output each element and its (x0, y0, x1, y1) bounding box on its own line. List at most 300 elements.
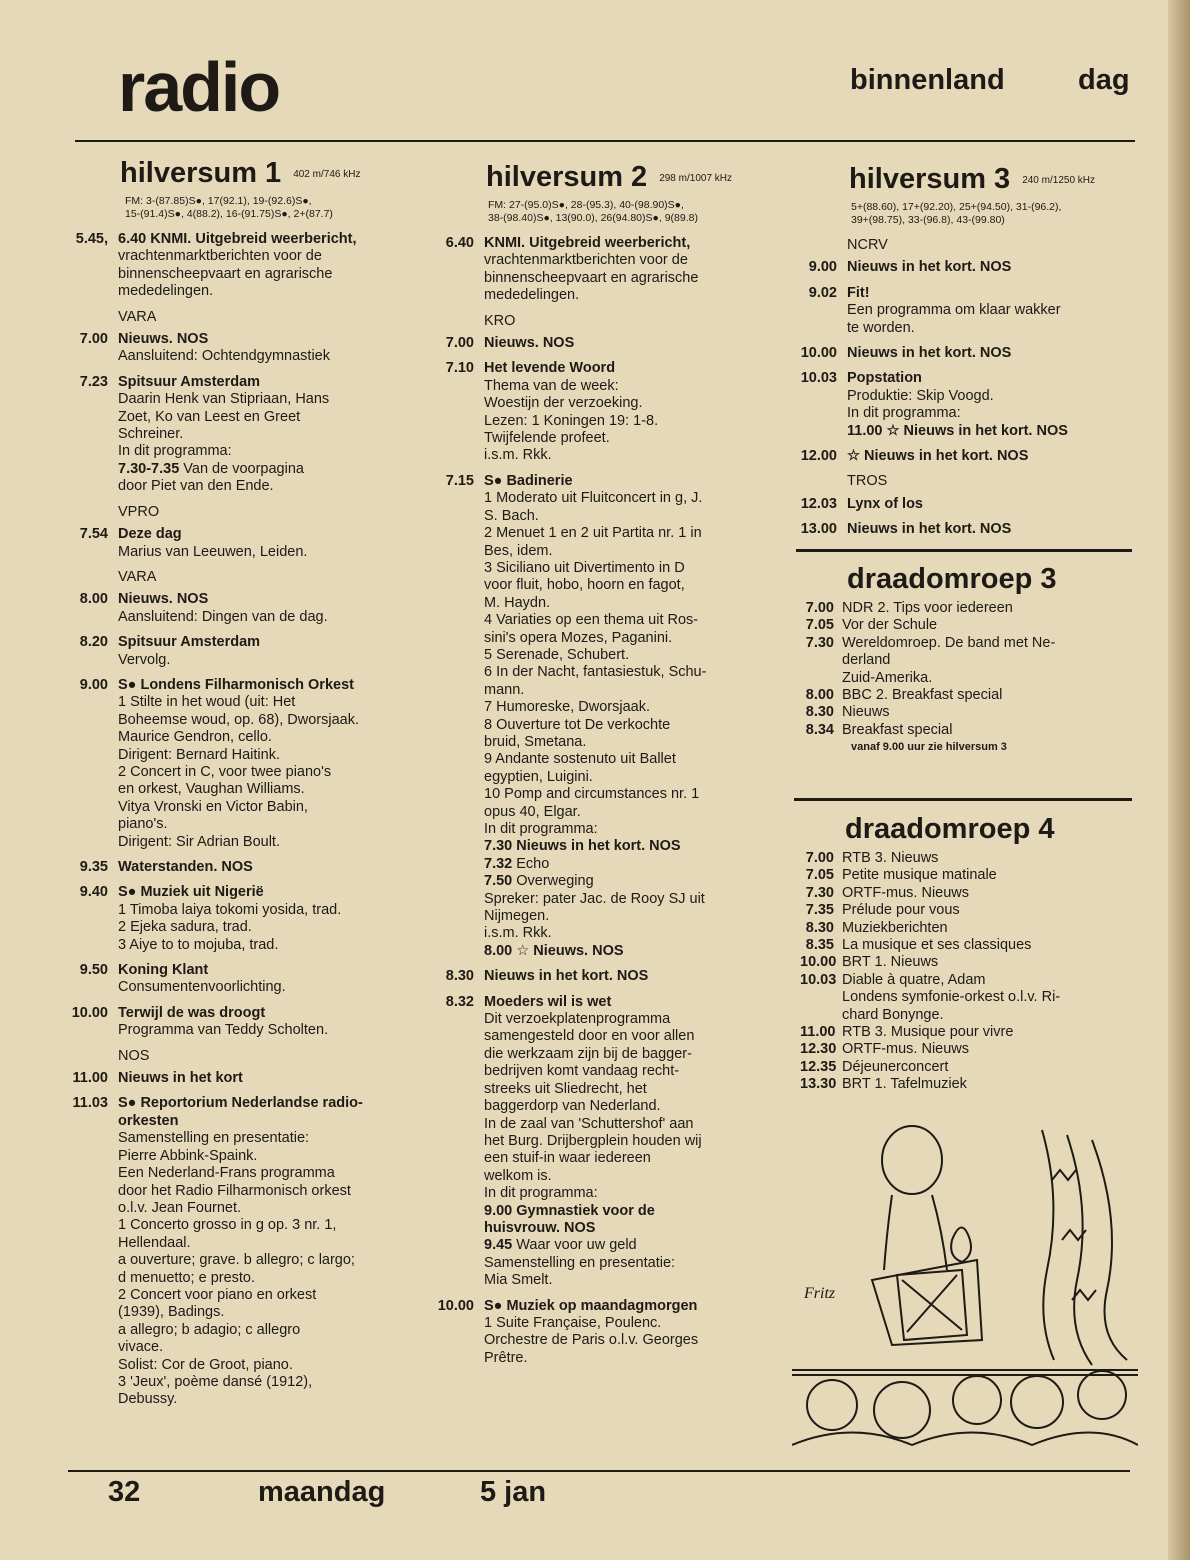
draadomroep-item (800, 617, 1135, 634)
section-label: binnenland (850, 64, 1005, 96)
draadomroep-time: 8.35 (805, 937, 834, 954)
sub-item-text: Echo (512, 855, 550, 872)
draadomroep-time: 8.00 (805, 687, 834, 704)
program-sub-item (484, 838, 776, 855)
program-time: 8.20 (79, 634, 108, 651)
program-detail: te worden. (847, 319, 915, 336)
footer-day: maandag (258, 1476, 386, 1508)
artist-signature: Fritz (804, 1285, 836, 1302)
program-detail: 1 Moderato uit Fluitconcert in g, J. (484, 490, 703, 507)
program-entry (795, 448, 1140, 465)
draadomroep-text: Diable à quatre, Adam (842, 971, 986, 988)
program-entry (436, 473, 776, 960)
program-entry (436, 994, 776, 1290)
draadomroep-text: Wereldomroep. De band met Ne- (842, 634, 1056, 651)
sub-item-text: Nijmegen. (484, 908, 550, 925)
draadomroep-time: 12.35 (800, 1058, 837, 1075)
audience-head (807, 1380, 857, 1430)
audience-head (1078, 1371, 1126, 1419)
program-entry (70, 634, 415, 669)
program-title: Nieuws. NOS (484, 335, 575, 352)
program-entry (70, 331, 415, 366)
program-detail: Prêtre. (484, 1349, 528, 1366)
program-detail: 1 Stilte in het woud (uit: Het (118, 694, 296, 711)
program-title: Koning Klant (118, 962, 209, 979)
program-time: 13.00 (800, 521, 837, 538)
program-entry (70, 1005, 415, 1040)
program-title: ☆ Nieuws in het kort. NOS (847, 448, 1029, 465)
program-time: 10.03 (800, 370, 837, 387)
hilversum2-frequency: 298 m/1007 kHz (659, 173, 733, 184)
program-time: 9.00 (808, 259, 837, 276)
sub-item-text: Mia Smelt. (484, 1272, 553, 1289)
draadomroep4-title: draadomroep 4 (845, 813, 1055, 845)
draadomroep-text: RTB 3. Musique pour vivre (842, 1024, 1014, 1041)
program-sub-item (484, 925, 776, 942)
program-entry (795, 345, 1140, 362)
draadomroep-item (800, 670, 1135, 687)
program-detail: 10 Pomp and circumstances nr. 1 (484, 786, 700, 803)
program-title: Nieuws in het kort. NOS (847, 345, 1012, 362)
bottle (951, 1228, 971, 1263)
program-time: 9.40 (79, 884, 108, 901)
program-entry (795, 521, 1140, 538)
draadomroep-text: Déjeunerconcert (842, 1058, 949, 1075)
inline-time: 7.30-7.35 (118, 460, 180, 477)
program-detail: streeks uit Sliedrecht, het (484, 1080, 647, 1097)
program-entry (795, 285, 1140, 337)
program-title: S● Muziek uit Nigerië (118, 884, 264, 901)
program-detail: 9 Andante sostenuto uit Ballet (484, 751, 676, 768)
program-sub-item (484, 1220, 776, 1237)
program-detail: Twijfelende profeet. (484, 430, 610, 447)
draadomroep-time: 7.35 (805, 902, 834, 919)
program-entry (70, 231, 415, 301)
draadomroep-time: 12.30 (800, 1041, 837, 1058)
program-detail: Aansluitend: Ochtendgymnastiek (118, 348, 330, 365)
program-detail: 5 Serenade, Schubert. (484, 646, 630, 663)
draadomroep-item (800, 972, 1135, 989)
draadomroep-item (800, 867, 1135, 884)
program-sub-item (484, 873, 776, 890)
program-entry (795, 370, 1140, 440)
program-body (108, 884, 415, 954)
program-time: 7.00 (79, 331, 108, 348)
program-detail: 6 In der Nacht, fantasiestuk, Schu- (484, 664, 707, 681)
program-detail: Pierre Abbink-Spaink. (118, 1147, 258, 1164)
draadomroep-time: 7.00 (805, 600, 834, 616)
sub-item-text: i.s.m. Rkk. (484, 925, 552, 942)
program-body (837, 496, 1140, 513)
curtain-pattern (1052, 1170, 1096, 1300)
program-time: 7.10 (445, 360, 474, 377)
hilversum1-column (70, 156, 415, 1417)
program-body (108, 331, 415, 366)
draadomroep3-section (800, 562, 1135, 757)
program-detail: Zoet, Ko van Leest en Greet (118, 408, 301, 425)
program-detail: bruid, Smetana. (484, 733, 587, 750)
audience-head (874, 1382, 930, 1438)
footer-date: 5 jan (480, 1476, 547, 1508)
program-time: 11.00 (72, 1070, 108, 1087)
program-time: 12.03 (800, 495, 837, 512)
draadomroep-time: 11.00 (800, 1024, 836, 1041)
program-body (474, 235, 776, 305)
program-sub-item (847, 423, 1140, 440)
program-entry (795, 259, 1140, 276)
program-detail: Dirigent: Bernard Haitink. (118, 746, 280, 763)
draadomroep4-rule (794, 798, 1132, 801)
draadomroep-time (800, 989, 834, 1006)
draadomroep-item (800, 722, 1135, 739)
program-time: 7.15 (445, 472, 474, 489)
draadomroep-item (800, 600, 1135, 617)
program-body (108, 1070, 415, 1087)
program-detail: S. Bach. (484, 507, 539, 524)
sub-item-bold: 8.00 (484, 942, 513, 959)
program-body (108, 1005, 415, 1040)
program-body (108, 859, 415, 876)
program-title: KNMI. Uitgebreid weerbericht, (484, 235, 691, 251)
program-detail: Aansluitend: Dingen van de dag. (118, 608, 328, 625)
program-detail: Debussy. (118, 1391, 178, 1408)
program-entry (70, 677, 415, 851)
program-detail-inline (118, 461, 415, 478)
program-time: 11.03 (72, 1095, 108, 1112)
hilversum3-fm-list: 5+(88.60), 17+(92.20), 25+(94.50), 31-(96.2), 39+(98.75), 33-(96.8), 43-(99.80) (851, 201, 1062, 226)
program-body (837, 448, 1140, 465)
draadomroep4-list (800, 850, 1135, 1094)
draadomroep-item (800, 1041, 1135, 1058)
program-detail: sini's opera Mozes, Paganini. (484, 629, 673, 646)
program-body (474, 994, 776, 1290)
draadomroep-text: Breakfast special (842, 721, 953, 738)
program-title: Waterstanden. NOS (118, 859, 253, 875)
program-body (108, 962, 415, 997)
draadomroep-item (800, 850, 1135, 867)
program-sub-item (484, 856, 776, 873)
program-entry (436, 968, 776, 985)
program-body (474, 473, 776, 960)
program-detail: Schreiner. (118, 426, 184, 443)
hilversum1-frequency: 402 m/746 kHz (293, 169, 361, 180)
broadcaster-label: TROS (847, 473, 888, 490)
curtain-line (1067, 1135, 1092, 1365)
program-detail: In dit programma: (484, 821, 598, 837)
program-detail: baggerdorp van Nederland. (484, 1098, 661, 1115)
program-entry (70, 591, 415, 626)
draadomroep-text: Zuid-Amerika. (842, 669, 933, 686)
program-detail: piano's. (118, 816, 168, 833)
program-body (108, 1095, 415, 1408)
draadomroep-text: NDR 2. Tips voor iedereen (842, 600, 1013, 616)
program-detail: 2 Menuet 1 en 2 uit Partita nr. 1 in (484, 525, 702, 542)
program-detail: In dit programma: (118, 443, 232, 460)
program-detail: Woestijn der verzoeking. (484, 395, 643, 412)
program-detail: Vitya Vronski en Victor Babin, (118, 798, 308, 815)
program-title: Het levende Woord (484, 360, 616, 377)
program-title: Nieuws in het kort. NOS (847, 521, 1012, 538)
hilversum3-title: hilversum 3 $^{240 m/1250 kHz}$ (849, 163, 1096, 195)
program-entry (795, 496, 1140, 513)
program-time: 12.00 (800, 448, 837, 465)
program-title: Moeders wil is wet (484, 993, 612, 1010)
draadomroep-item (800, 1059, 1135, 1076)
hilversum1-title: hilversum 1 $^{402 m/746 kHz}$ (120, 157, 361, 189)
program-detail: d menuetto; e presto. (118, 1269, 256, 1286)
program-detail: 2 Concert voor piano en orkest (118, 1286, 317, 1303)
program-title: Nieuws in het kort. NOS (847, 259, 1012, 276)
program-time: 8.32 (445, 993, 474, 1010)
program-detail: Bes, idem. (484, 542, 553, 559)
cartoon-illustration (792, 1120, 1138, 1460)
program-detail: opus 40, Elgar. (484, 803, 581, 820)
sub-item-text: ☆ (512, 942, 534, 959)
draadomroep-item (800, 704, 1135, 721)
draadomroep-item (800, 954, 1135, 971)
draadomroep-text: ORTF-mus. Nieuws (842, 884, 970, 901)
program-detail: Dit verzoekplatenprogramma (484, 1011, 671, 1028)
program-detail: Marius van Leeuwen, Leiden. (118, 543, 308, 560)
program-entry (70, 374, 415, 496)
sub-item-text: Overweging (512, 873, 594, 890)
program-detail: een stuif-in waar iedereen (484, 1150, 651, 1167)
program-time: 9.50 (79, 962, 108, 979)
program-detail: Vervolg. (118, 651, 171, 668)
curtain-line (1042, 1130, 1054, 1360)
program-detail: Samenstelling en presentatie: (118, 1130, 310, 1147)
hilversum3-schedule (795, 237, 1140, 539)
program-sub-item (484, 943, 776, 960)
speaker-head (882, 1126, 942, 1194)
draadomroep-time: 13.30 (800, 1076, 837, 1093)
sub-item-bold: 11.00 ☆ Nieuws in het kort. NOS (847, 422, 1068, 439)
program-sub-item (484, 1272, 776, 1289)
draadomroep-time: 10.00 (800, 954, 837, 971)
footer-rule (68, 1470, 1130, 1472)
draadomroep-text: La musique et ses classiques (842, 937, 1032, 954)
program-detail: vivace. (118, 1339, 164, 1356)
program-title: S● Londens Filharmonisch Orkest (118, 676, 354, 693)
program-detail: door Piet van den Ende. (118, 478, 274, 495)
program-detail: Dirigent: Sir Adrian Boult. (118, 833, 280, 850)
program-body (837, 370, 1140, 440)
program-title: Fit! (847, 284, 870, 301)
draadomroep-item (800, 1076, 1135, 1093)
hilversum2-schedule (436, 235, 776, 1367)
program-detail: binnenscheepvaart en agrarische (118, 265, 333, 282)
audience-row (792, 1433, 1138, 1446)
program-time: 10.00 (437, 1297, 474, 1314)
program-detail: vrachtenmarktberichten voor de (484, 252, 688, 269)
program-time: 9.35 (79, 859, 108, 875)
program-detail: 3 Aiye to to mojuba, trad. (118, 936, 279, 953)
program-detail: voor fluit, hobo, hoorn en fagot, (484, 577, 685, 594)
program-entry (436, 1298, 776, 1368)
draadomroep-text: Prélude pour vous (842, 902, 960, 919)
program-detail: vrachtenmarktberichten voor de (118, 248, 322, 265)
program-detail: Thema van de week: (484, 377, 619, 394)
program-detail: Daarin Henk van Stipriaan, Hans (118, 391, 330, 408)
program-sub-item (484, 1237, 776, 1254)
header-rule (75, 140, 1135, 142)
program-title: Terwijl de was droogt (118, 1004, 266, 1021)
program-entry (70, 859, 415, 876)
program-detail: 1 Suite Française, Poulenc. (484, 1314, 662, 1331)
draadomroep-item (800, 902, 1135, 919)
program-title: Lynx of los (847, 495, 923, 512)
program-detail: In dit programma: (847, 405, 961, 422)
program-sub-item (484, 1203, 776, 1220)
program-body (108, 231, 415, 301)
program-body (837, 259, 1140, 276)
program-sub-item (484, 1255, 776, 1272)
page-number: 32 (108, 1476, 141, 1508)
sub-item-text: Samenstelling en presentatie: (484, 1254, 676, 1271)
program-body (837, 285, 1140, 337)
draadomroep-time (800, 1007, 834, 1024)
draadomroep-text: BBC 2. Breakfast special (842, 687, 1003, 704)
program-detail: 1 Timoba laiya tokomi yosida, trad. (118, 901, 342, 918)
program-title: Nieuws. NOS (118, 591, 209, 608)
draadomroep-text: chard Bonynge. (842, 1006, 944, 1023)
program-detail: Programma van Teddy Scholten. (118, 1022, 329, 1039)
program-body (474, 360, 776, 464)
program-detail: 4 Variaties op een thema uit Ros- (484, 612, 699, 629)
program-detail: Maurice Gendron, cello. (118, 729, 272, 746)
sub-item-bold: Nieuws. NOS (533, 942, 624, 959)
sub-item-bold: huisvrouw. NOS (484, 1219, 596, 1236)
program-detail: samengesteld door en voor allen (484, 1028, 695, 1045)
program-detail: (1939), Badings. (118, 1304, 225, 1321)
broadcaster-label: VARA (118, 568, 157, 585)
program-detail: welkom is. (484, 1167, 552, 1184)
hilversum1-schedule (70, 231, 415, 1409)
draadomroep-time: 7.00 (805, 850, 834, 866)
program-body (108, 374, 415, 496)
draadomroep3-list (800, 600, 1135, 739)
draadomroep-item (800, 1007, 1135, 1024)
program-detail: Solist: Cor de Groot, piano. (118, 1356, 293, 1373)
program-entry (70, 1070, 415, 1087)
draadomroep-text: BRT 1. Tafelmuziek (842, 1076, 967, 1093)
program-detail: a allegro; b adagio; c allegro (118, 1321, 301, 1338)
hilversum1-fm-list: FM: 3-(87.85)S●, 17(92.1), 19-(92.6)S●, 15-(91.4)S●, 4(88.2), 16-(91.75)S●, 2+(87.7) (125, 195, 333, 220)
program-detail: en orkest, Vaughan Williams. (118, 781, 305, 798)
program-detail: a ouverture; grave. b allegro; c largo; (118, 1252, 355, 1269)
lectern-panel (897, 1270, 967, 1340)
program-detail: mededelingen. (118, 283, 214, 300)
program-detail: bedrijven komt vandaag recht- (484, 1063, 680, 1080)
program-entry (70, 884, 415, 954)
program-detail: 7 Humoreske, Dworsjaak. (484, 699, 650, 716)
program-title: Spitsuur Amsterdam (118, 373, 261, 390)
program-detail: Een Nederland-Frans programma (118, 1165, 335, 1182)
draadomroep-text: BRT 1. Nieuws (842, 954, 939, 971)
program-time: 9.00 (79, 676, 108, 693)
program-detail: Consumentenvoorlichting. (118, 979, 286, 996)
program-detail: door het Radio Filharmonisch orkest (118, 1182, 351, 1199)
broadcaster-label: VARA (118, 308, 157, 325)
program-body (474, 968, 776, 985)
program-detail: binnenscheepvaart en agrarische (484, 269, 699, 286)
program-title: Nieuws. NOS (118, 331, 209, 348)
program-detail: 8 Ouverture tot De verkochte (484, 716, 671, 733)
sub-item-text: Waar voor uw geld (512, 1237, 637, 1254)
program-detail: Boheemse woud, op. 68), Dworsjaak. (118, 711, 359, 728)
program-entry (436, 360, 776, 464)
program-body (108, 526, 415, 561)
program-title: S● Reportorium Nederlandse radio-orkesten (118, 1095, 363, 1129)
program-body (837, 521, 1140, 538)
program-detail: Een programma om klaar wakker (847, 302, 1061, 319)
draadomroep-time: 8.30 (805, 919, 834, 936)
program-time: 10.00 (71, 1004, 108, 1021)
hilversum3-column (795, 162, 1140, 547)
program-detail: i.s.m. Rkk. (484, 447, 552, 464)
program-title: Nieuws in het kort. NOS (484, 968, 649, 985)
sub-item-bold: 7.50 (484, 873, 513, 890)
program-entry (70, 526, 415, 561)
program-entry (70, 962, 415, 997)
hilversum2-column (436, 160, 776, 1375)
draadomroep3-note: vanaf 9.00 uur zie hilversum 3 (851, 741, 1007, 754)
program-time: 8.00 (79, 591, 108, 608)
draadomroep-item (800, 687, 1135, 704)
draadomroep-item (800, 885, 1135, 902)
program-time: 8.30 (445, 968, 474, 985)
draadomroep-item (800, 652, 1135, 669)
program-entry (436, 235, 776, 305)
draadomroep4-section (800, 812, 1135, 1094)
draadomroep-text: Londens symfonie-orkest o.l.v. Ri- (842, 989, 1061, 1006)
hilversum2-fm-list: FM: 27-(95.0)S●, 28-(95.3), 40-(98.90)S●, 38-(98.40)S●, 13(90.0), 26(94.80)S●, 9(89.8) (488, 199, 698, 224)
program-detail: 3 'Jeux', poème dansé (1912), (118, 1373, 313, 1390)
program-body (108, 591, 415, 626)
draadomroep-item (800, 989, 1135, 1006)
draadomroep-text: Muziekberichten (842, 919, 948, 936)
program-detail: In dit programma: (484, 1185, 598, 1202)
program-sub-item (484, 891, 776, 908)
draadomroep-time: 7.30 (805, 884, 834, 901)
program-time: 6.40 (445, 235, 474, 251)
curtain-line (1092, 1140, 1127, 1360)
hilversum3-frequency: 240 m/1250 kHz (1022, 175, 1096, 186)
draadomroep-item (800, 1024, 1135, 1041)
draadomroep-item (800, 920, 1135, 937)
program-detail: mededelingen. (484, 287, 580, 304)
draadomroep-text: Petite musique matinale (842, 867, 997, 884)
page-edge (1168, 0, 1190, 1560)
program-detail: o.l.v. Jean Fournet. (118, 1199, 242, 1216)
program-time: 7.54 (79, 526, 108, 543)
draadomroep-time: 10.03 (800, 971, 837, 988)
draadomroep3-rule (796, 549, 1132, 552)
program-title: Popstation (847, 370, 922, 387)
program-detail: In de zaal van 'Schuttershof' aan (484, 1115, 694, 1132)
program-title: 6.40 KNMI. Uitgebreid weerbericht, (118, 231, 357, 247)
program-time: 5.45, (75, 231, 108, 247)
broadcaster-label: NOS (118, 1047, 150, 1064)
program-time: 7.00 (445, 335, 474, 352)
broadcaster-label: NCRV (847, 237, 888, 253)
sub-item-bold: 9.45 (484, 1237, 513, 1254)
program-detail: die werkzaam zijn bij de bagger- (484, 1045, 692, 1062)
sub-item-text: Spreker: pater Jac. de Rooy SJ uit (484, 890, 705, 907)
program-title: S● Badinerie (484, 472, 573, 489)
section-label-2: dag (1078, 64, 1130, 96)
draadomroep-item (800, 635, 1135, 652)
